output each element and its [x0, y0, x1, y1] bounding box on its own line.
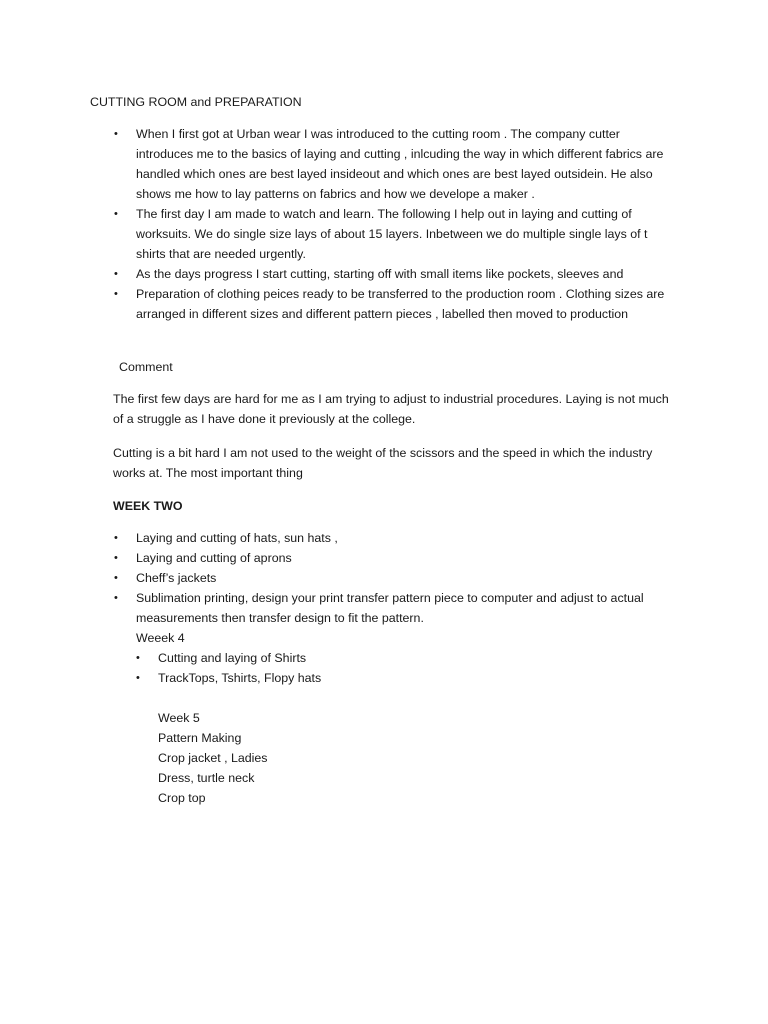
list-item: • The first day I am made to watch and learn. The following I help out in laying and cutting of worksuits. We do single size lays of about 15 layers. Inbetween we do multiple single lays of t shirts that are needed urgently.	[136, 204, 676, 264]
section-title: CUTTING ROOM and PREPARATION	[90, 95, 302, 109]
list-item: • Preparation of clothing peices ready to be transferred to the production room . Clothing sizes are arranged in different sizes and different pattern pieces , labelled then moved to production	[136, 284, 676, 324]
bullet-icon: •	[136, 652, 140, 664]
week-two-heading: WEEK TWO	[113, 499, 183, 513]
week-four-list	[136, 648, 638, 688]
comment-paragraph-2: Cutting is a bit hard I am not used to the weight of the scissors and the speed in which the industry works at. The most important thing	[113, 446, 653, 480]
comment-label: Comment	[119, 360, 173, 374]
bullet-icon: •	[114, 128, 118, 140]
bullet-icon: •	[114, 592, 118, 604]
list-item: • Cutting and laying of Shirts	[158, 648, 638, 668]
list-item: • TrackTops, Tshirts, Flopy hats	[158, 668, 638, 688]
list-item: Dress, turtle neck	[158, 771, 255, 785]
list-item: • Sublimation printing, design your print transfer pattern piece to computer and adjust to actual measurements then transfer design to fit the pattern.	[136, 588, 676, 628]
list-item: • As the days progress I start cutting, starting off with small items like pockets, sleeves and	[136, 264, 676, 284]
list-item: • When I first got at Urban wear I was introduced to the cutting room . The company cutter introduces me to the basics of laying and cutting , inlcuding the way in which different fabrics are handled which ones are best layed insideout and which ones are best layed outsidein. He also shows me how to lay patterns on fabrics and how we develope a maker .	[136, 124, 676, 204]
week-two-list	[114, 528, 676, 628]
list-item: • Laying and cutting of aprons	[136, 548, 676, 568]
week-five-heading: Week 5	[158, 711, 200, 725]
bullet-icon: •	[114, 268, 118, 280]
week-four-heading: Weeek 4	[136, 631, 185, 645]
list-item: Crop jacket , Ladies	[158, 751, 268, 765]
intro-bullet-list	[114, 124, 676, 324]
comment-paragraph-1: The first few days are hard for me as I am trying to adjust to industrial procedures. Laying is not much of a struggle as I have done it previously at the college.	[113, 392, 669, 426]
bullet-icon: •	[114, 288, 118, 300]
bullet-icon: •	[136, 672, 140, 684]
bullet-icon: •	[114, 208, 118, 220]
bullet-icon: •	[114, 532, 118, 544]
list-item: Pattern Making	[158, 731, 242, 745]
list-item: • Laying and cutting of hats, sun hats ,	[136, 528, 676, 548]
bullet-icon: •	[114, 572, 118, 584]
week-five-block	[158, 708, 268, 808]
list-item: • Cheff’s jackets	[136, 568, 676, 588]
bullet-icon: •	[114, 552, 118, 564]
list-item: Crop top	[158, 791, 206, 805]
